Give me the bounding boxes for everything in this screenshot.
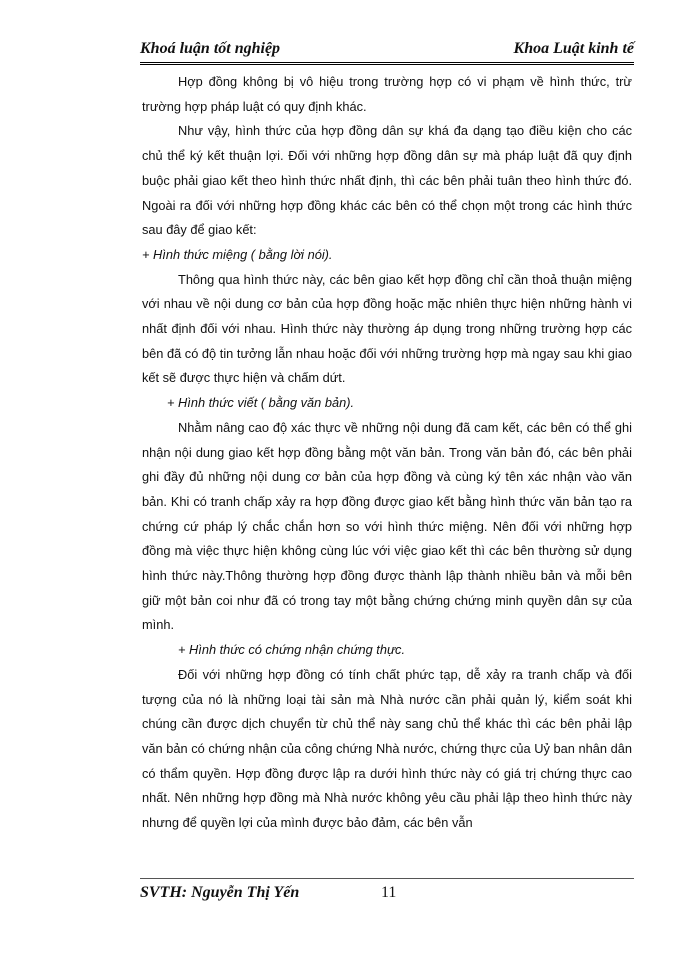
paragraph-invalidity: Hợp đồng không bị vô hiệu trong trường hợp có vi phạm về hình thức, trừ trường hợp pháp luật có quy định khác. (142, 74, 632, 114)
header-faculty: Khoa Luật kinh tế (513, 40, 634, 57)
subheading-written-form: + Hình thức viết ( bằng văn bản). (167, 395, 355, 411)
page-number: 11 (381, 884, 397, 901)
subheading-oral-form: + Hình thức miệng ( bằng lời nói). (142, 246, 333, 262)
subheading-notarized-form: + Hình thức có chứng nhận chứng thực. (178, 642, 406, 658)
paragraph-notarized-form: Đối với những hợp đồng có tính chất phức tạp, dễ xảy ra tranh chấp và đối tượng của nó là những loại tài sản mà Nhà nước cần phải quản lý, kiểm soát khi chúng cần được dịch chuyển từ chủ thể này sang chủ thể khác thì các bên phải lập văn bản có chứng nhận của công chứng Nhà nước, chứng thực của Uỷ ban nhân dân có thẩm quyền. Hợp đồng được lập ra dưới hình thức này có giá trị chứng thực cao nhất. Nên những hợp đồng mà Nhà nước không yêu cầu phải lập theo hình thức này nhưng để quyền lợi của mình được bảo đảm, các bên vẫn (142, 666, 632, 831)
page-header (140, 36, 634, 65)
paragraph-written-form: Nhằm nâng cao độ xác thực về những nội dung đã cam kết, các bên có thể ghi nhận nội dung giao kết hợp đồng bằng một văn bản. Trong văn bản đó, các bên phải ghi đầy đủ những nội dung cơ bản của hợp đồng và cùng ký tên xác nhận vào văn bản. Khi có tranh chấp xảy ra hợp đồng được giao kết bằng hình thức văn bản tạo ra chứng cứ pháp lý chắc chắn hơn so với hình thức miệng. Nên đối với những hợp đồng mà việc thực hiện không cùng lúc với việc giao kết thì các bên thường sử dụng hình thức này.Thông thường hợp đồng được thành lập thành nhiều bản và mỗi bên giữ một bản coi như đã có trong tay một bằng chứng chứng minh quyền dân sự của mình. (142, 419, 632, 633)
page-body (142, 70, 632, 836)
footer-divider (140, 878, 634, 879)
footer-author: SVTH: Nguyễn Thị Yến (140, 884, 300, 901)
paragraph-oral-form: Thông qua hình thức này, các bên giao kết hợp đồng chỉ cần thoả thuận miệng với nhau về nội dung cơ bản của hợp đồng hoặc mặc nhiên thực hiện những hành vi nhất định đối với nhau. Hình thức này thường áp dụng trong những trường hợp các bên đã có độ tin tưởng lẫn nhau hoặc đối với những trường hợp mà ngay sau khi giao kết sẽ được thực hiện và chấm dứt. (142, 271, 632, 386)
paragraph-forms-overview: Như vậy, hình thức của hợp đồng dân sự khá đa dạng tạo điều kiện cho các chủ thể ký kết thuận lợi. Đối với những hợp đồng dân sự mà pháp luật đã quy định buộc phải giao kết theo hình thức nhất định, thì các bên phải tuân theo hình thức đó. Ngoài ra đối với những hợp đồng khác các bên có thể chọn một trong các hình thức sau đây để giao kết: (142, 123, 632, 238)
header-thesis-title: Khoá luận tốt nghiệp (140, 40, 281, 57)
